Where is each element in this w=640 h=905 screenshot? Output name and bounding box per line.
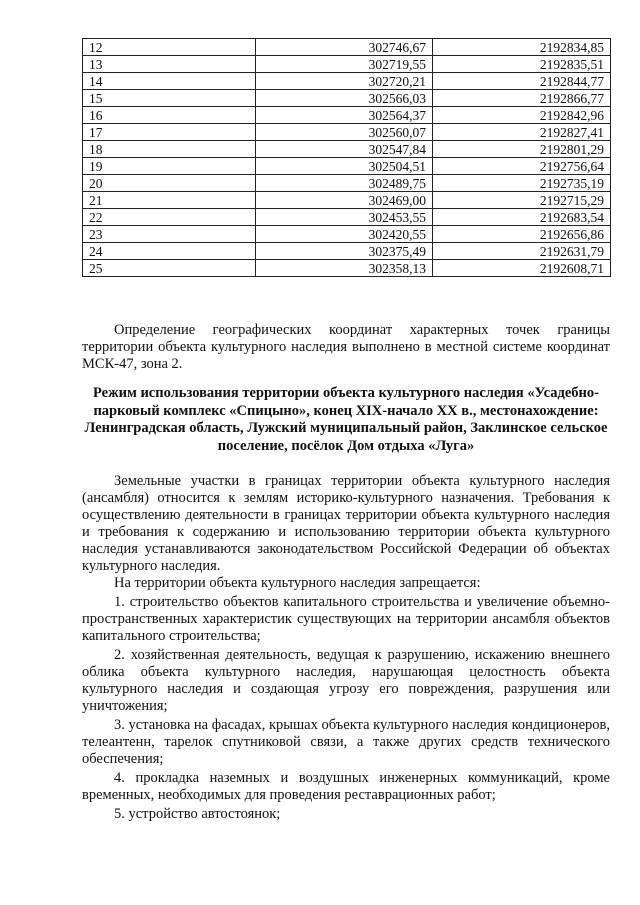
table-row: [83, 39, 611, 56]
y-coordinate-cell: 2192735,19: [433, 175, 611, 192]
prohibited-intro: На территории объекта культурного наследия запрещается:: [114, 575, 481, 591]
point-number-cell: 12: [83, 39, 256, 56]
list-item: 5. устройство автостоянок;: [114, 806, 281, 822]
point-number-cell: 16: [83, 107, 256, 124]
x-coordinate-cell: 302560,07: [256, 124, 433, 141]
x-coordinate-cell: 302547,84: [256, 141, 433, 158]
table-row: [83, 158, 611, 175]
intro-paragraph: Земельные участки в границах территории объекта культурного наследия (ансамбля) относится к землям историко-культурного назначения. Требования к осуществлению деятельности в границах территории объекта культурного наследия и требования к содержанию и использованию территории объекта культурного наследия устанавливаются законодательством Российской Федерации об объектах культурного наследия.: [82, 473, 610, 574]
table-row: [83, 124, 611, 141]
x-coordinate-cell: 302453,55: [256, 209, 433, 226]
coordinates-note: Определение географических координат характерных точек границы территории объекта культурного наследия выполнено в местной системе координат МСК-47, зона 2.: [82, 322, 610, 372]
coordinates-table-body: [83, 39, 611, 277]
point-number-cell: 22: [83, 209, 256, 226]
y-coordinate-cell: 2192631,79: [433, 243, 611, 260]
table-row: [83, 175, 611, 192]
x-coordinate-cell: 302375,49: [256, 243, 433, 260]
point-number-cell: 23: [83, 226, 256, 243]
y-coordinate-cell: 2192834,85: [433, 39, 611, 56]
table-row: [83, 73, 611, 90]
y-coordinate-cell: 2192608,71: [433, 260, 611, 277]
x-coordinate-cell: 302469,00: [256, 192, 433, 209]
table-row: [83, 56, 611, 73]
list-item: 3. установка на фасадах, крышах объекта культурного наследия кондиционеров, телеантенн, тарелок спутниковой связи, а также других средств технического обеспечения;: [82, 717, 610, 767]
y-coordinate-cell: 2192756,64: [433, 158, 611, 175]
section-heading: Режим использования территории объекта культурного наследия «Усадебно-парковый комплекс «Спицыно», конец XIX-начало XX в., местонахождение: Ленинградская область, Лужский муниципальный район, Заклинское сельское поселение, посёлок Дом отдыха «Луга»: [84, 385, 608, 454]
point-number-cell: 15: [83, 90, 256, 107]
table-row: [83, 243, 611, 260]
list-item: 1. строительство объектов капитального строительства и увеличение объемно-пространственных характеристик существующих на территории ансамбля объектов капитального строительства;: [82, 594, 610, 644]
x-coordinate-cell: 302489,75: [256, 175, 433, 192]
table-row: [83, 141, 611, 158]
table-row: [83, 192, 611, 209]
point-number-cell: 21: [83, 192, 256, 209]
point-number-cell: 24: [83, 243, 256, 260]
point-number-cell: 19: [83, 158, 256, 175]
y-coordinate-cell: 2192656,86: [433, 226, 611, 243]
x-coordinate-cell: 302420,55: [256, 226, 433, 243]
y-coordinate-cell: 2192835,51: [433, 56, 611, 73]
point-number-cell: 18: [83, 141, 256, 158]
x-coordinate-cell: 302564,37: [256, 107, 433, 124]
y-coordinate-cell: 2192801,29: [433, 141, 611, 158]
point-number-cell: 14: [83, 73, 256, 90]
y-coordinate-cell: 2192715,29: [433, 192, 611, 209]
point-number-cell: 20: [83, 175, 256, 192]
y-coordinate-cell: 2192827,41: [433, 124, 611, 141]
table-row: [83, 90, 611, 107]
y-coordinate-cell: 2192683,54: [433, 209, 611, 226]
point-number-cell: 13: [83, 56, 256, 73]
x-coordinate-cell: 302720,21: [256, 73, 433, 90]
point-number-cell: 17: [83, 124, 256, 141]
x-coordinate-cell: 302746,67: [256, 39, 433, 56]
y-coordinate-cell: 2192844,77: [433, 73, 611, 90]
list-item: 4. прокладка наземных и воздушных инженерных коммуникаций, кроме временных, необходимых для проведения реставрационных работ;: [82, 770, 610, 803]
x-coordinate-cell: 302504,51: [256, 158, 433, 175]
table-row: [83, 226, 611, 243]
x-coordinate-cell: 302358,13: [256, 260, 433, 277]
point-number-cell: 25: [83, 260, 256, 277]
x-coordinate-cell: 302719,55: [256, 56, 433, 73]
list-item: 2. хозяйственная деятельность, ведущая к разрушению, искажению внешнего облика объекта культурного наследия, нарушающая целостность объекта культурного наследия и создающая угрозу его повреждения, разрушения или уничтожения;: [82, 647, 610, 714]
regime-text: [82, 473, 610, 823]
y-coordinate-cell: 2192866,77: [433, 90, 611, 107]
table-row: [83, 209, 611, 226]
table-row: [83, 107, 611, 124]
x-coordinate-cell: 302566,03: [256, 90, 433, 107]
table-row: [83, 260, 611, 277]
y-coordinate-cell: 2192842,96: [433, 107, 611, 124]
coordinates-table: [82, 38, 611, 277]
